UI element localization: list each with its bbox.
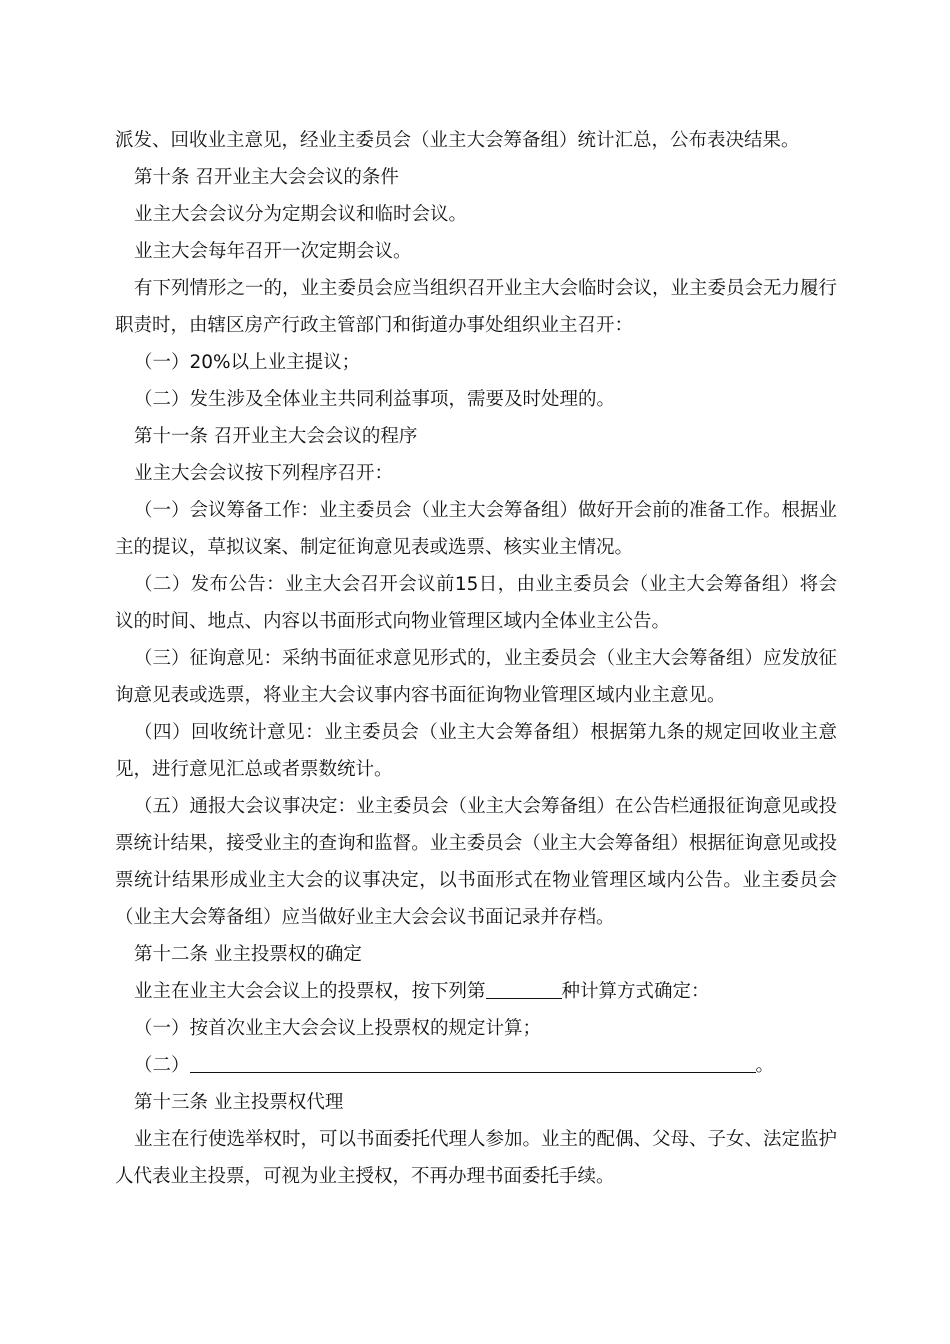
- paragraph-distribute-results: 派发、回收业主意见，经业主委员会（业主大会筹备组）统计汇总，公布表决结果。: [115, 130, 800, 151]
- procedure-step-1: （一）会议筹备工作：业主委员会（业主大会筹备组）做好开会前的准备工作。根据业主的提议，草拟议案、制定征询意见表或选票、核实业主情况。: [115, 500, 838, 558]
- voting-option-2: [115, 1047, 837, 1084]
- voting-option-2-end: 。: [755, 1055, 775, 1076]
- paragraph-voting-method: [115, 973, 837, 1010]
- voting-method-blank[interactable]: [486, 978, 562, 999]
- paragraph-procedure-intro: 业主大会会议按下列程序召开：: [134, 463, 394, 484]
- paragraph-annual-meeting: 业主大会每年召开一次定期会议。: [134, 241, 412, 262]
- voting-method-text-before: 业主在业主大会会议上的投票权，按下列第: [134, 981, 486, 1002]
- procedure-step-3: （三）征询意见：采纳书面征求意见形式的，业主委员会（业主大会筹备组）应发放征询意见表或选票，将业主大会议事内容书面征询物业管理区域内业主意见。: [115, 648, 838, 706]
- voting-method-text-after: 种计算方式确定：: [561, 981, 710, 1002]
- procedure-step-5: （五）通报大会议事决定：业主委员会（业主大会筹备组）在公告栏通报征询意见或投票统计结果，接受业主的查询和监督。业主委员会（业主大会筹备组）根据征询意见或投票统计结果形成业主大会的议事决定，以书面形式在物业管理区域内公告。业主委员会（业主大会筹备组）应当做好业主大会会议书面记录并存档。: [115, 796, 838, 928]
- paragraph-interim-meeting-conditions: 有下列情形之一的，业主委员会应当组织召开业主大会临时会议，业主委员会无力履行职责时，由辖区房产行政主管部门和街道办事处组织业主召开：: [115, 278, 838, 336]
- voting-option-2-label: （二）: [134, 1055, 190, 1076]
- voting-option-1: （一）按首次业主大会会议上投票权的规定计算；: [134, 1018, 542, 1039]
- procedure-step-4: （四）回收统计意见：业主委员会（业主大会筹备组）根据第九条的规定回收业主意见，进行意见汇总或者票数统计。: [115, 722, 837, 780]
- article-12-heading: 第十二条 业主投票权的确定: [134, 944, 362, 965]
- article-13-heading: 第十三条 业主投票权代理: [134, 1092, 344, 1113]
- document-body: [115, 122, 837, 1195]
- procedure-step-2: （二）发布公告：业主大会召开会议前15日，由业主委员会（业主大会筹备组）将会议的时间、地点、内容以书面形式向物业管理区域内全体业主公告。: [115, 574, 837, 632]
- voting-option-2-blank[interactable]: [190, 1052, 756, 1073]
- paragraph-proxy-voting: 业主在行使选举权时，可以书面委托代理人参加。业主的配偶、父母、子女、法定监护人代表业主投票，可视为业主授权，不再办理书面委托手续。: [115, 1129, 838, 1187]
- paragraph-meeting-types: 业主大会会议分为定期会议和临时会议。: [134, 204, 468, 225]
- condition-item-2: （二）发生涉及全体业主共同利益事项，需要及时处理的。: [134, 389, 616, 410]
- article-10-heading: 第十条 召开业主大会会议的条件: [134, 167, 399, 188]
- condition-item-1: （一）20%以上业主提议；: [134, 352, 361, 373]
- article-11-heading: 第十一条 召开业主大会会议的程序: [134, 426, 418, 447]
